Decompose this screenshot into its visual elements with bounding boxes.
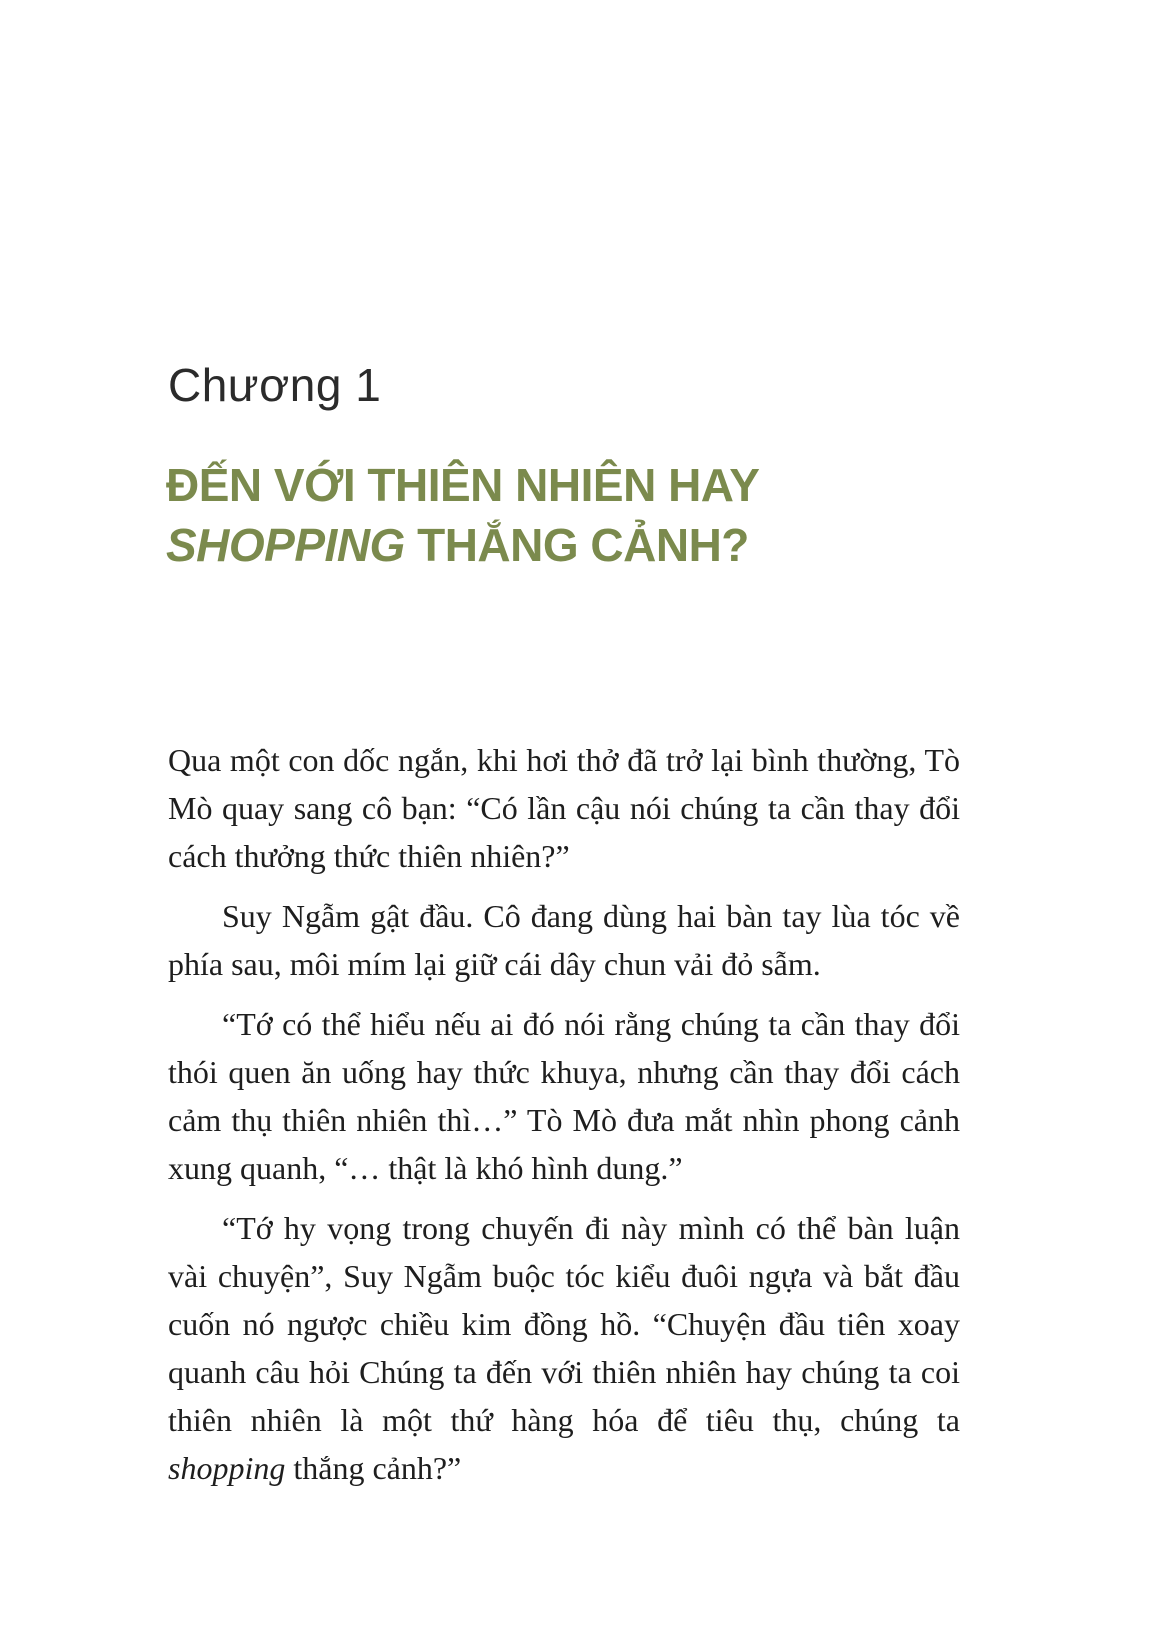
paragraph-3: “Tớ có thể hiểu nếu ai đó nói rằng chúng ta cần thay đổi thói quen ăn uống hay thức khuya, nhưng cần thay đổi cách cảm thụ thiên nhiên thì…” Tò Mò đưa mắt nhìn phong cảnh xung quanh, “… thật là khó hình dung.”	[168, 1006, 960, 1186]
chapter-title-line2-rest: THẮNG CẢNH?	[404, 519, 749, 571]
paragraph-1: Qua một con dốc ngắn, khi hơi thở đã trở lại bình thường, Tò Mò quay sang cô bạn: “Có lần cậu nói chúng ta cần thay đổi cách thưởng thức thiên nhiên?”	[168, 742, 960, 874]
chapter-title-line2	[166, 515, 1026, 575]
body-text	[168, 736, 960, 1504]
paragraph-4	[168, 1204, 960, 1492]
chapter-title-italic-word: SHOPPING	[166, 519, 405, 571]
paragraph-4-after: thắng cảnh?”	[285, 1450, 462, 1486]
chapter-title-line1: ĐẾN VỚI THIÊN NHIÊN HAY	[166, 459, 760, 511]
chapter-title	[166, 455, 1026, 575]
paragraph-4-italic-word: shopping	[168, 1450, 286, 1486]
paragraph-2: Suy Ngẫm gật đầu. Cô đang dùng hai bàn tay lùa tóc về phía sau, môi mím lại giữ cái dây chun vải đỏ sẫm.	[168, 898, 960, 982]
paragraph-4-before: “Tớ hy vọng trong chuyến đi này mình có thể bàn luận vài chuyện”, Suy Ngẫm buộc tóc kiểu đuôi ngựa và bắt đầu cuốn nó ngược chiều kim đồng hồ. “Chuyện đầu tiên xoay quanh câu hỏi Chúng ta đến với thiên nhiên hay chúng ta coi thiên nhiên là một thứ hàng hóa để tiêu thụ, chúng ta	[168, 1210, 960, 1438]
chapter-label: Chương 1	[168, 359, 382, 411]
